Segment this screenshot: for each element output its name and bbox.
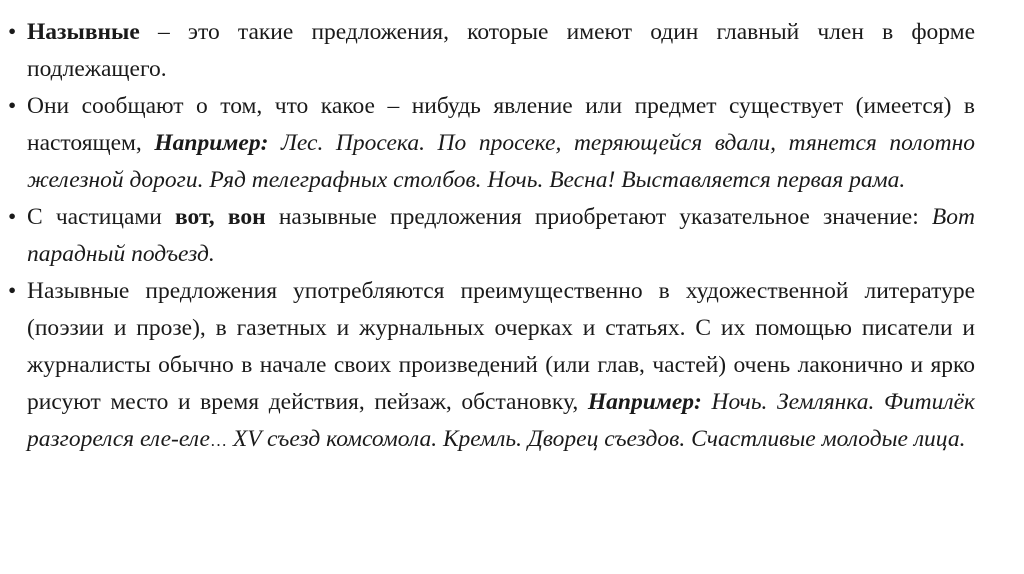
bullet-particles [0,199,975,273]
example-text: Вот парадный подъезд. [27,204,975,267]
definition-text: – это такие предложения, которые имеют один главный член в форме подлежащего. [27,19,975,82]
bullet-marker: • [8,278,17,304]
particles-text: назывные предложения приобретают указательное значение: [265,204,932,230]
bullet-definition [0,14,975,88]
bullet-meaning [0,88,975,199]
bullet-usage [0,273,975,459]
slide-content [0,14,1024,459]
usage-text: Назывные предложения употребляются преимущественно в художественной литературе (поэзии и прозе), в газетных и журнальных очерках и статьях. С их помощью писатели и журналисты обычно в начале своих произведений (или глав, частей) очень лаконично и ярко рисуют место и время действия, пейзаж, обстановку, [27,278,975,415]
term-nazyvnye: Назывные [27,19,140,45]
particles-term: вот, вон [175,204,266,230]
example-label: Например: [154,130,269,156]
bullet-marker: • [8,204,17,230]
particles-intro-text: С частицами [27,204,176,230]
ellipsis: … [210,431,227,450]
meaning-text: Они сообщают о том, что какое – нибудь явление или предмет существует (имеется) в настоящем, [27,93,975,156]
example-text: Ночь. Землянка. Фитилёк разгорелся еле-еле [27,389,975,452]
bullet-marker: • [8,19,17,45]
example-label: Например: [587,389,702,415]
bullet-marker: • [8,93,17,119]
example-text-continued: XV съезд комсомола. Кремль. Дворец съездов. Счастливые молодые лица. [227,426,966,452]
example-text: Лес. Просека. По просеке, теряющейся вдали, тянется полотно железной дороги. Ряд телеграфных столбов. Ночь. Весна! Выставляется первая рама. [27,130,976,193]
